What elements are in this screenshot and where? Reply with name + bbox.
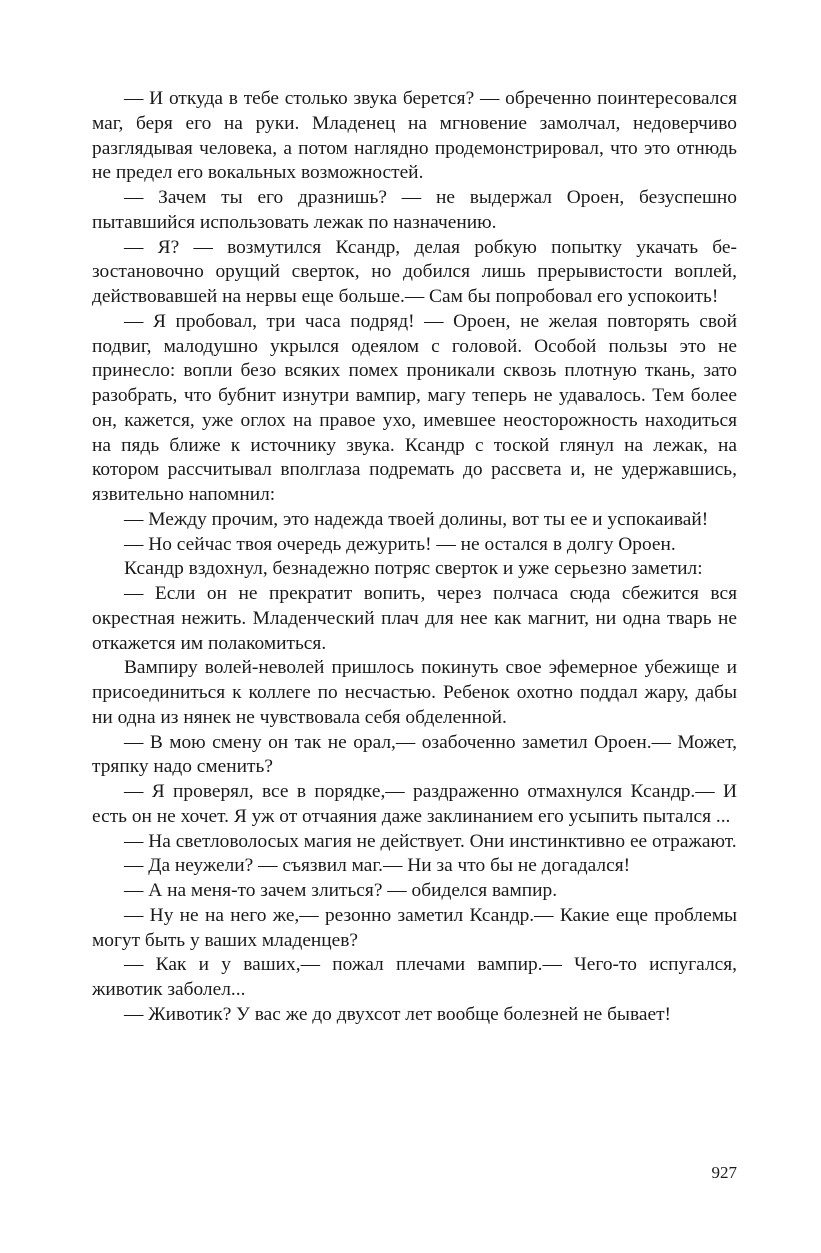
paragraph-1: — И откуда в тебе столько звука берется? — обреченно поинтересовался маг, беря его на руки. Младенец на мгновение замолчал, недоверчиво разглядывая человека, а потом наглядно продемонстрировал, что это отнюдь не предел его вокальных возможностей. bbox=[92, 88, 737, 184]
paragraph-14: — А на меня-то зачем злиться? — обиделся вампир. bbox=[124, 880, 558, 901]
paragraph-9: Вампиру волей-неволей пришлось покинуть свое эфемерное убежище и присоединиться к коллеге по несчастью. Ребенок охотно поддал жару, дабы ни одна из нянек не чувствовала себя обделенной. bbox=[92, 657, 737, 728]
page-body bbox=[92, 87, 737, 1028]
paragraph-7: Ксандр вздохнул, безнадежно потряс сверток и уже серьезно заметил: bbox=[124, 558, 703, 580]
paragraph-4: — Я пробовал, три часа подряд! — Ороен, не желая повторять свой подвиг, малодушно укрылся одеялом с головой. Особой пользы это не принесло: вопли безо всяких помех проникали сквозь плотную ткань, зато разобрать, что бубнит изнутри вампир, магу теперь не удавалось. Тем более он, кажется, уже оглох на правое ухо, имевшее неосторожность находиться на пядь ближе к источнику звука. Ксандр с тоской глянул на лежак, на котором рассчитывал вполглаза подремать до рассвета и, не удержавшись, язвительно напомнил: bbox=[92, 310, 737, 505]
paragraph-11: — Я проверял, все в порядке,— раздраженно отмахнулся Ксандр.— И есть он не хочет. Я уж от отчаяния даже заклинанием его усыпить пытался ... bbox=[92, 781, 737, 827]
paragraph-6: — Но сейчас твоя очередь дежурить! — не остался в долгу Ороен. bbox=[124, 533, 676, 555]
paragraph-3: — Я? — возмутился Ксандр, делая робкую попытку укачать безостановочно орущий сверток, но добился лишь прерывистости воплей, действовавшей на нервы еще больше.— Сам бы попробовал его успокоить! bbox=[92, 236, 737, 307]
paragraph-16: — Как и у ваших,— пожал плечами вампир.— Чего-то испугался, животик заболел... bbox=[92, 954, 737, 1000]
paragraph-12: — На светловолосых магия не действует. Они инстинктивно ее отражают. bbox=[124, 830, 737, 852]
page-number: 927 bbox=[711, 1163, 737, 1182]
paragraph-2: — Зачем ты его дразнишь? — не выдержал Ороен, безуспешно пытавшийся использовать лежак по назначению. bbox=[92, 187, 737, 233]
paragraph-13: — Да неужели? — съязвил маг.— Ни за что бы не догадался! bbox=[124, 855, 631, 877]
paragraph-17: — Животик? У вас же до двухсот лет вообще болезней не бывает! bbox=[124, 1003, 672, 1025]
paragraph-5: — Между прочим, это надежда твоей долины, вот ты ее и успокаивай! bbox=[124, 508, 709, 530]
paragraph-15: — Ну не на него же,— резонно заметил Ксандр.— Какие еще проблемы могут быть у ваших младенцев? bbox=[92, 904, 737, 951]
paragraph-10: — В мою смену он так не орал,— озабоченно заметил Ороен.— Может, тряпку надо сменить? bbox=[92, 731, 737, 778]
paragraph-8: — Если он не прекратит вопить, через полчаса сюда сбежится вся окрестная нежить. Младенческий плач для нее как магнит, ни одна тварь не откажется им полакомиться. bbox=[92, 583, 737, 654]
